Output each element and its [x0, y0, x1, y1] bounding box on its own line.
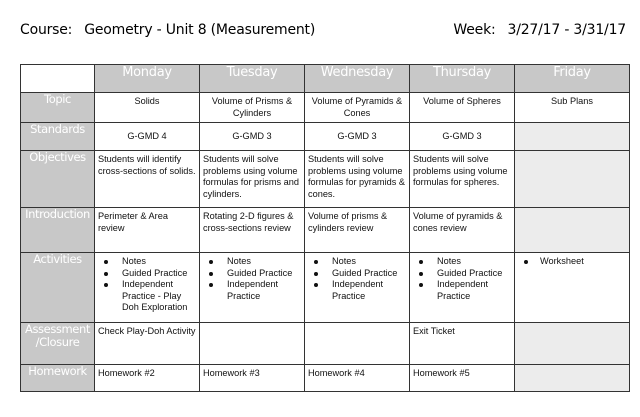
assessment-wednesday [305, 323, 410, 365]
standards-thursday: G-GMD 3 [410, 123, 515, 151]
day-header-monday: Monday [95, 65, 200, 93]
standards-monday: G-GMD 4 [95, 123, 200, 151]
row-label-assessment-line1: Assessment [25, 322, 90, 336]
course-title: Geometry - Unit 8 (Measurement) [84, 22, 316, 38]
activities-friday [515, 253, 630, 323]
row-label-assessment-line2: /Closure [35, 335, 80, 349]
activities-row [21, 253, 630, 323]
standards-friday [515, 123, 630, 151]
row-label-assessment [21, 323, 95, 365]
introduction-monday: Perimeter & Area review [95, 208, 200, 253]
week-range: 3/27/17 - 3/31/17 [507, 22, 626, 38]
homework-monday: Homework #2 [95, 365, 200, 392]
row-label-objectives: Objectives [21, 151, 95, 208]
topic-wednesday: Volume of Pyramids & Cones [305, 93, 410, 123]
course-header [20, 22, 315, 38]
course-label: Course: [20, 22, 73, 38]
homework-row [21, 365, 630, 392]
topic-thursday: Volume of Spheres [410, 93, 515, 123]
activities-thursday [410, 253, 515, 323]
standards-row [21, 123, 630, 151]
introduction-row [21, 208, 630, 253]
week-header [453, 22, 626, 38]
objectives-monday: Students will identify cross-sections of solids. [95, 151, 200, 208]
objectives-row [21, 151, 630, 208]
row-label-activities: Activities [21, 253, 95, 323]
day-header-row [21, 65, 630, 93]
objectives-tuesday: Students will solve problems using volume formulas for prisms and cylinders. [200, 151, 305, 208]
list-item: Worksheet [518, 256, 626, 268]
day-header-thursday: Thursday [410, 65, 515, 93]
introduction-thursday: Volume of pyramids & cones review [410, 208, 515, 253]
week-label: Week: [453, 22, 496, 38]
homework-friday [515, 365, 630, 392]
assessment-row [21, 323, 630, 365]
activities-wednesday [305, 253, 410, 323]
list-item: Notes [203, 256, 301, 268]
objectives-thursday: Students will solve problems using volume formulas for spheres. [410, 151, 515, 208]
topic-monday: Solids [95, 93, 200, 123]
lesson-plan-table [20, 64, 630, 392]
list-item: Guided Practice [203, 268, 301, 280]
list-item: Guided Practice [98, 268, 196, 280]
topic-tuesday: Volume of Prisms & Cylinders [200, 93, 305, 123]
topic-friday: Sub Plans [515, 93, 630, 123]
list-item: Guided Practice [308, 268, 406, 280]
day-header-tuesday: Tuesday [200, 65, 305, 93]
list-item: Independent Practice [203, 279, 301, 302]
introduction-tuesday: Rotating 2-D figures & cross-sections review [200, 208, 305, 253]
assessment-friday [515, 323, 630, 365]
topic-row [21, 93, 630, 123]
introduction-friday [515, 208, 630, 253]
list-item: Notes [308, 256, 406, 268]
objectives-wednesday: Students will solve problems using volume formulas for pyramids & cones. [305, 151, 410, 208]
list-item: Notes [413, 256, 511, 268]
assessment-tuesday [200, 323, 305, 365]
homework-thursday: Homework #5 [410, 365, 515, 392]
day-header-wednesday: Wednesday [305, 65, 410, 93]
list-item: Notes [98, 256, 196, 268]
assessment-monday: Check Play-Doh Activity [95, 323, 200, 365]
day-header-friday: Friday [515, 65, 630, 93]
row-label-standards: Standards [21, 123, 95, 151]
introduction-wednesday: Volume of prisms & cylinders review [305, 208, 410, 253]
list-item: Independent Practice [413, 279, 511, 302]
objectives-friday [515, 151, 630, 208]
homework-tuesday: Homework #3 [200, 365, 305, 392]
standards-tuesday: G-GMD 3 [200, 123, 305, 151]
list-item: Guided Practice [413, 268, 511, 280]
list-item: Independent Practice - Play Doh Exploration [98, 279, 196, 314]
row-label-introduction: Introduction [21, 208, 95, 253]
list-item: Independent Practice [308, 279, 406, 302]
corner-cell [21, 65, 95, 93]
activities-monday [95, 253, 200, 323]
row-label-topic: Topic [21, 93, 95, 123]
assessment-thursday: Exit Ticket [410, 323, 515, 365]
standards-wednesday: G-GMD 3 [305, 123, 410, 151]
homework-wednesday: Homework #4 [305, 365, 410, 392]
row-label-homework: Homework [21, 365, 95, 392]
activities-tuesday [200, 253, 305, 323]
